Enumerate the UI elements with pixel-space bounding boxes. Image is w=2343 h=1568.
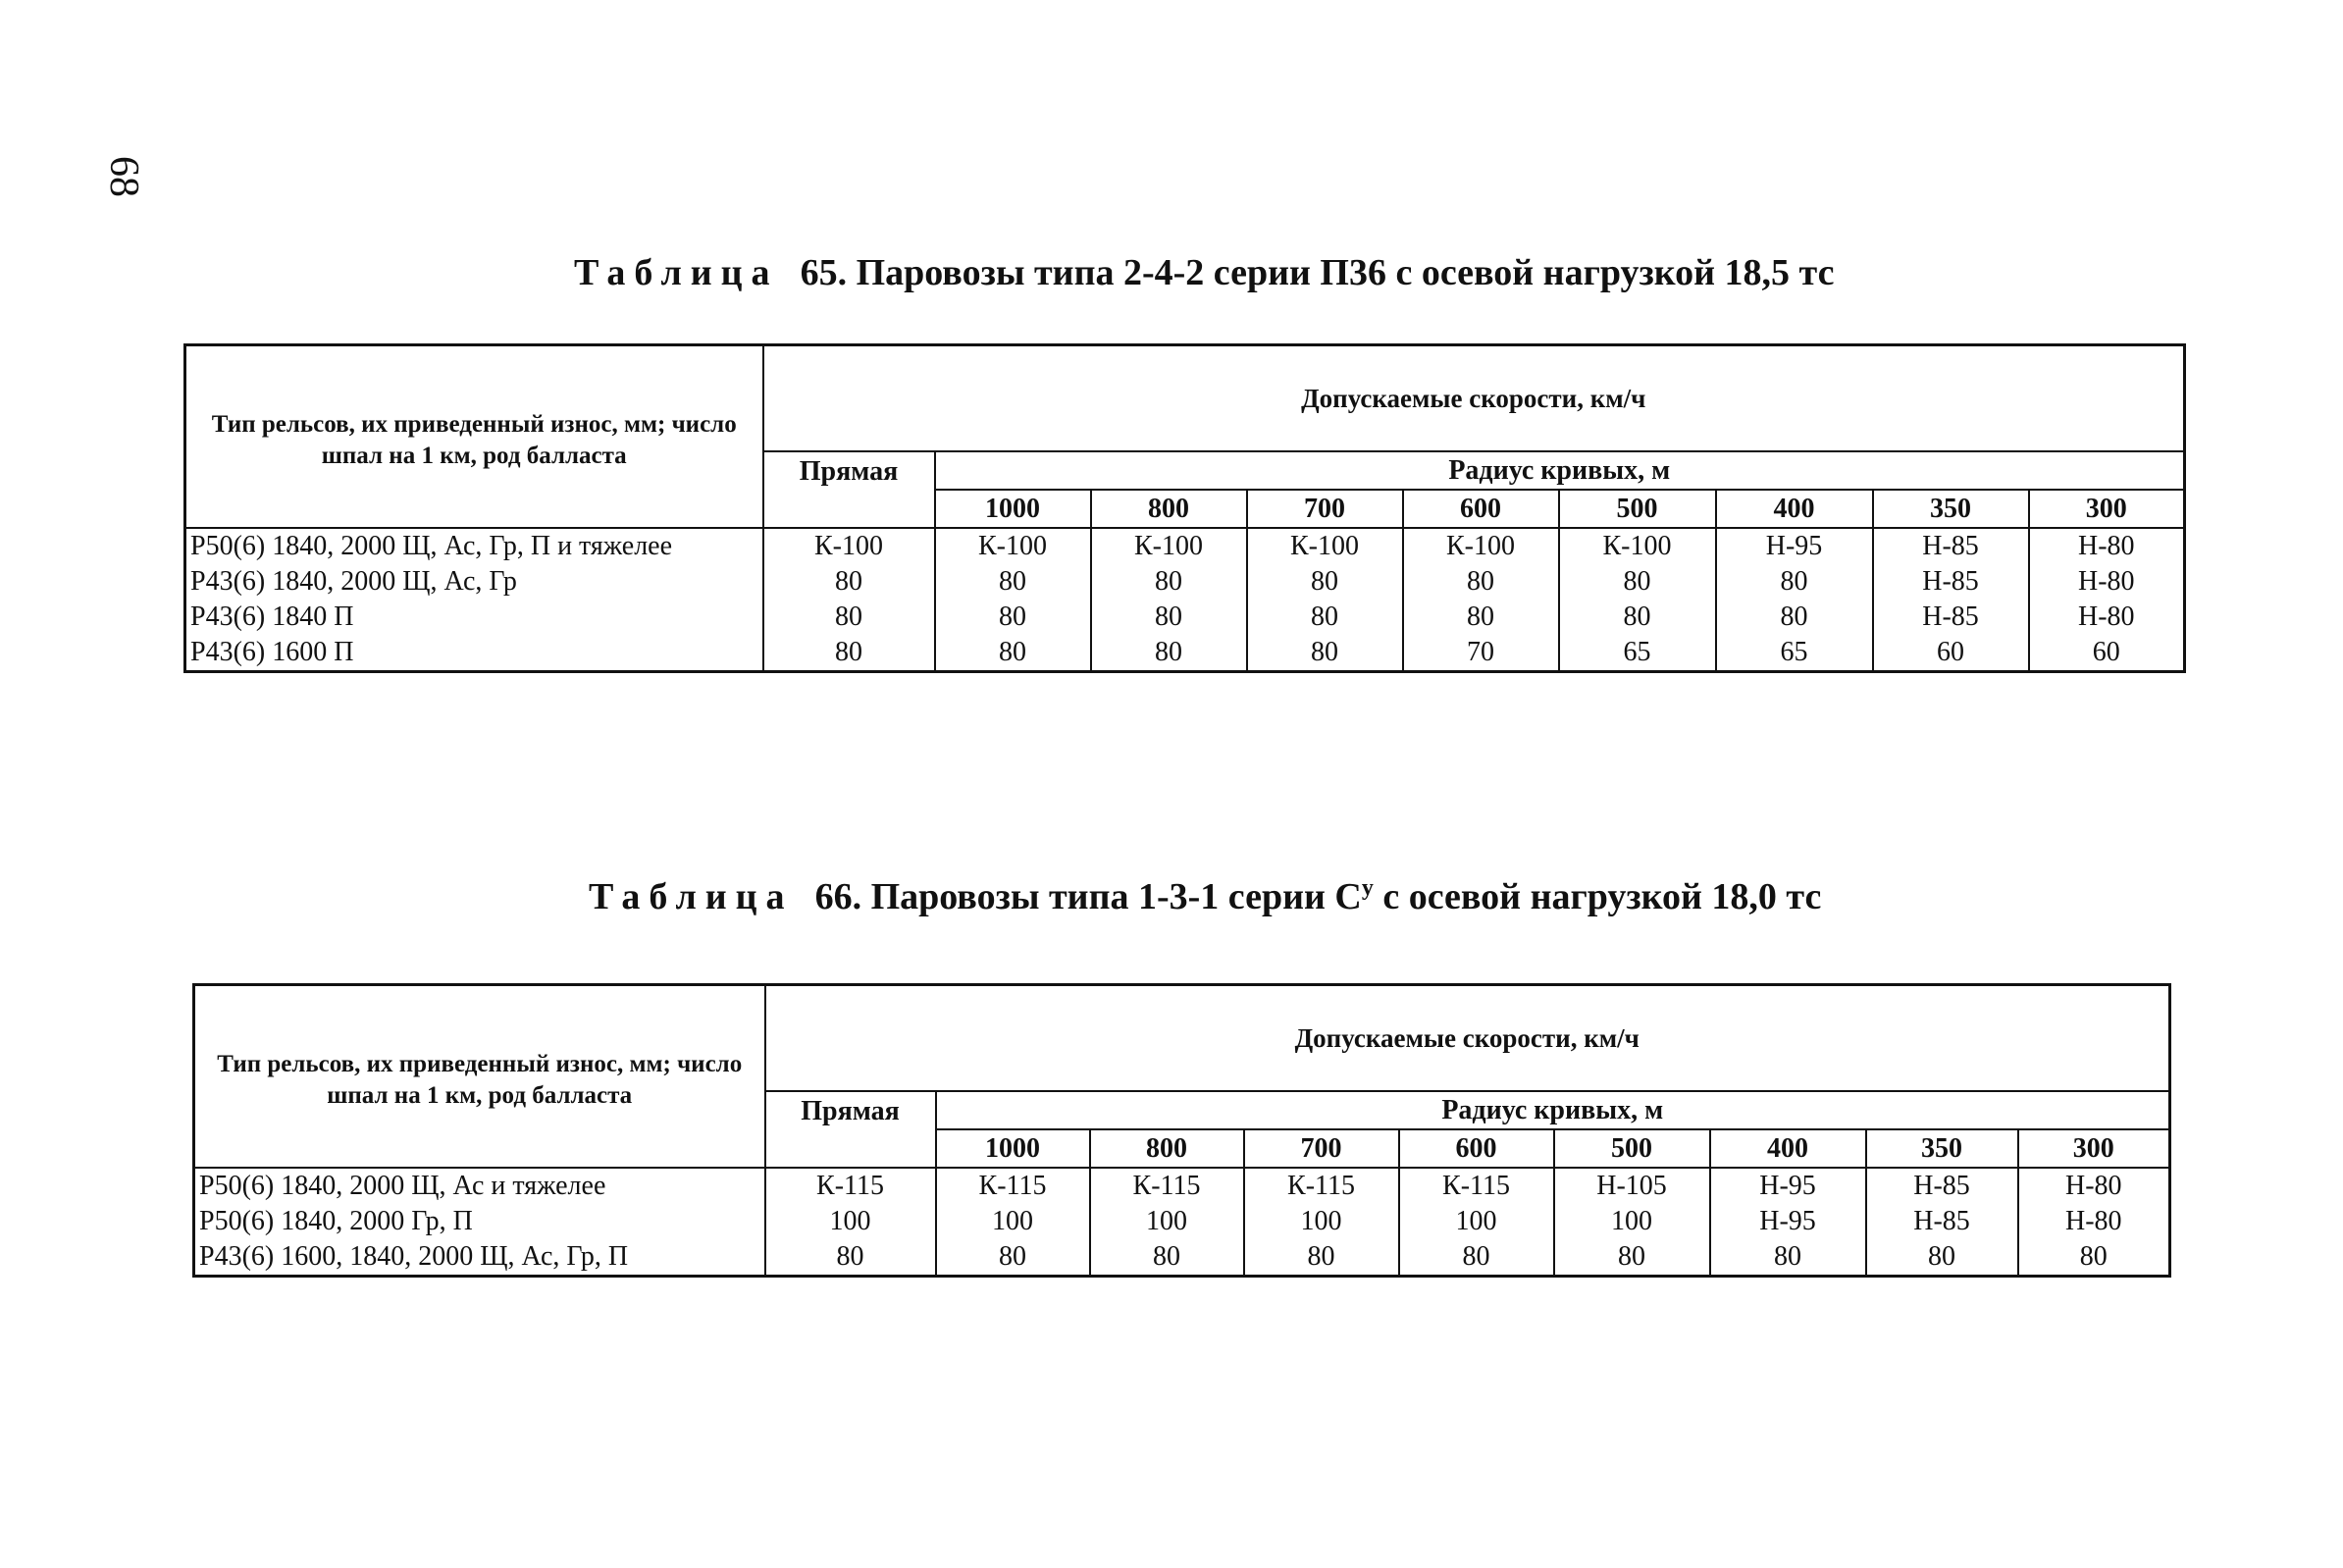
speed-cell-r350: Н-85 — [1866, 1204, 2018, 1239]
speed-cell-r700: К-115 — [1244, 1168, 1399, 1204]
header-radius-800: 800 — [1090, 1129, 1244, 1168]
speed-cell-r600: 80 — [1403, 600, 1559, 635]
rail-type-cell: Р50(6) 1840, 2000 Щ, Ас и тяжелее — [194, 1168, 765, 1204]
speed-cell-r400: 80 — [1716, 564, 1873, 600]
speed-cell-r500: 80 — [1554, 1239, 1710, 1277]
table-66-caption — [589, 875, 1821, 918]
speed-cell-r400: Н-95 — [1716, 528, 1873, 564]
header-radius-800: 800 — [1091, 490, 1247, 528]
table-row — [185, 528, 2185, 564]
speed-cell-r300: 60 — [2029, 635, 2185, 672]
header-radius-350: 350 — [1873, 490, 2029, 528]
speed-cell-r300: Н-80 — [2018, 1168, 2170, 1204]
table-66 — [192, 983, 2171, 1278]
straight-speed-cell: 100 — [765, 1204, 936, 1239]
rail-type-cell: Р50(6) 1840, 2000 Гр, П — [194, 1204, 765, 1239]
rail-type-cell: Р43(6) 1600 П — [185, 635, 763, 672]
header-curve-radius: Радиус кривых, м — [936, 1091, 2170, 1129]
speed-cell-r1000: К-100 — [935, 528, 1091, 564]
speed-cell-r1000: 80 — [935, 635, 1091, 672]
speed-cell-r800: 80 — [1091, 600, 1247, 635]
header-radius-1000: 1000 — [936, 1129, 1090, 1168]
speed-cell-r600: 70 — [1403, 635, 1559, 672]
table-66-caption-word: Таблица — [589, 876, 794, 917]
speed-cell-r350: Н-85 — [1873, 600, 2029, 635]
speed-cell-r400: Н-95 — [1710, 1204, 1866, 1239]
speed-cell-r500: 65 — [1559, 635, 1716, 672]
speed-cell-r600: К-115 — [1399, 1168, 1554, 1204]
speed-cell-r800: К-100 — [1091, 528, 1247, 564]
table-65 — [183, 343, 2186, 673]
speed-cell-r700: 80 — [1244, 1239, 1399, 1277]
speed-cell-r600: К-100 — [1403, 528, 1559, 564]
header-allowed-speeds: Допускаемые скорости, км/ч — [763, 345, 2185, 452]
speed-cell-r600: 80 — [1399, 1239, 1554, 1277]
table-row — [185, 600, 2185, 635]
speed-cell-r700: 80 — [1247, 564, 1403, 600]
speed-cell-r1000: 80 — [936, 1239, 1090, 1277]
speed-cell-r800: 100 — [1090, 1204, 1244, 1239]
header-radius-300: 300 — [2018, 1129, 2170, 1168]
speed-cell-r300: Н-80 — [2018, 1204, 2170, 1239]
speed-cell-r1000: К-115 — [936, 1168, 1090, 1204]
rail-type-cell: Р43(6) 1840 П — [185, 600, 763, 635]
header-allowed-speeds: Допускаемые скорости, км/ч — [765, 985, 2170, 1092]
rail-type-cell: Р43(6) 1600, 1840, 2000 Щ, Ас, Гр, П — [194, 1239, 765, 1277]
speed-cell-r300: 80 — [2018, 1239, 2170, 1277]
straight-speed-cell: 80 — [763, 600, 935, 635]
speed-cell-r350: Н-85 — [1873, 528, 2029, 564]
speed-cell-r600: 80 — [1403, 564, 1559, 600]
speed-cell-r800: К-115 — [1090, 1168, 1244, 1204]
table-row — [194, 1168, 2170, 1204]
speed-cell-r350: Н-85 — [1866, 1168, 2018, 1204]
header-curve-radius: Радиус кривых, м — [935, 451, 2185, 490]
header-rail-type: Тип рельсов, их приведенный износ, мм; число шпал на 1 км, род балласта — [185, 345, 763, 529]
speed-cell-r300: Н-80 — [2029, 564, 2185, 600]
header-straight: Прямая — [765, 1091, 936, 1168]
table-row — [194, 1204, 2170, 1239]
table-65-caption-text: 65. Паровозы типа 2-4-2 серии П36 с осевой нагрузкой 18,5 тс — [800, 252, 1835, 293]
speed-cell-r700: 80 — [1247, 600, 1403, 635]
table-66-caption-superscript: у — [1361, 875, 1374, 901]
header-radius-700: 700 — [1247, 490, 1403, 528]
speed-cell-r1000: 80 — [935, 600, 1091, 635]
speed-cell-r300: Н-80 — [2029, 528, 2185, 564]
header-radius-350: 350 — [1866, 1129, 2018, 1168]
speed-cell-r800: 80 — [1091, 564, 1247, 600]
header-radius-600: 600 — [1403, 490, 1559, 528]
speed-cell-r400: 80 — [1716, 600, 1873, 635]
table-65-caption — [574, 251, 1835, 294]
speed-cell-r1000: 80 — [935, 564, 1091, 600]
table-66-body — [194, 1168, 2170, 1277]
table-66-caption-text-before: 66. Паровозы типа 1-3-1 серии С — [814, 876, 1362, 917]
table-65-body — [185, 528, 2185, 672]
straight-speed-cell: К-100 — [763, 528, 935, 564]
table-row — [185, 635, 2185, 672]
speed-cell-r500: 80 — [1559, 564, 1716, 600]
speed-cell-r700: 100 — [1244, 1204, 1399, 1239]
speed-cell-r800: 80 — [1090, 1239, 1244, 1277]
speed-cell-r700: К-100 — [1247, 528, 1403, 564]
speed-cell-r500: Н-105 — [1554, 1168, 1710, 1204]
speed-cell-r400: 80 — [1710, 1239, 1866, 1277]
header-rail-type: Тип рельсов, их приведенный износ, мм; число шпал на 1 км, род балласта — [194, 985, 765, 1169]
table-row — [194, 1239, 2170, 1277]
header-radius-500: 500 — [1554, 1129, 1710, 1168]
header-radius-400: 400 — [1710, 1129, 1866, 1168]
header-radius-1000: 1000 — [935, 490, 1091, 528]
table-65-caption-word: Таблица — [574, 252, 779, 293]
header-straight: Прямая — [763, 451, 935, 528]
header-radius-600: 600 — [1399, 1129, 1554, 1168]
table-row — [185, 564, 2185, 600]
speed-cell-r500: 80 — [1559, 600, 1716, 635]
speed-cell-r400: Н-95 — [1710, 1168, 1866, 1204]
table-66-caption-text-after: с осевой нагрузкой 18,0 тс — [1373, 876, 1822, 917]
speed-cell-r300: Н-80 — [2029, 600, 2185, 635]
speed-cell-r500: К-100 — [1559, 528, 1716, 564]
rail-type-cell: Р50(6) 1840, 2000 Щ, Ас, Гр, П и тяжелее — [185, 528, 763, 564]
speed-cell-r1000: 100 — [936, 1204, 1090, 1239]
header-radius-700: 700 — [1244, 1129, 1399, 1168]
speed-cell-r700: 80 — [1247, 635, 1403, 672]
straight-speed-cell: 80 — [765, 1239, 936, 1277]
header-radius-400: 400 — [1716, 490, 1873, 528]
rail-type-cell: Р43(6) 1840, 2000 Щ, Ас, Гр — [185, 564, 763, 600]
speed-cell-r350: 80 — [1866, 1239, 2018, 1277]
speed-cell-r600: 100 — [1399, 1204, 1554, 1239]
page-number: 68 — [101, 156, 146, 197]
straight-speed-cell: 80 — [763, 564, 935, 600]
header-radius-500: 500 — [1559, 490, 1716, 528]
speed-cell-r800: 80 — [1091, 635, 1247, 672]
speed-cell-r400: 65 — [1716, 635, 1873, 672]
straight-speed-cell: К-115 — [765, 1168, 936, 1204]
straight-speed-cell: 80 — [763, 635, 935, 672]
speed-cell-r500: 100 — [1554, 1204, 1710, 1239]
speed-cell-r350: Н-85 — [1873, 564, 2029, 600]
header-radius-300: 300 — [2029, 490, 2185, 528]
speed-cell-r350: 60 — [1873, 635, 2029, 672]
